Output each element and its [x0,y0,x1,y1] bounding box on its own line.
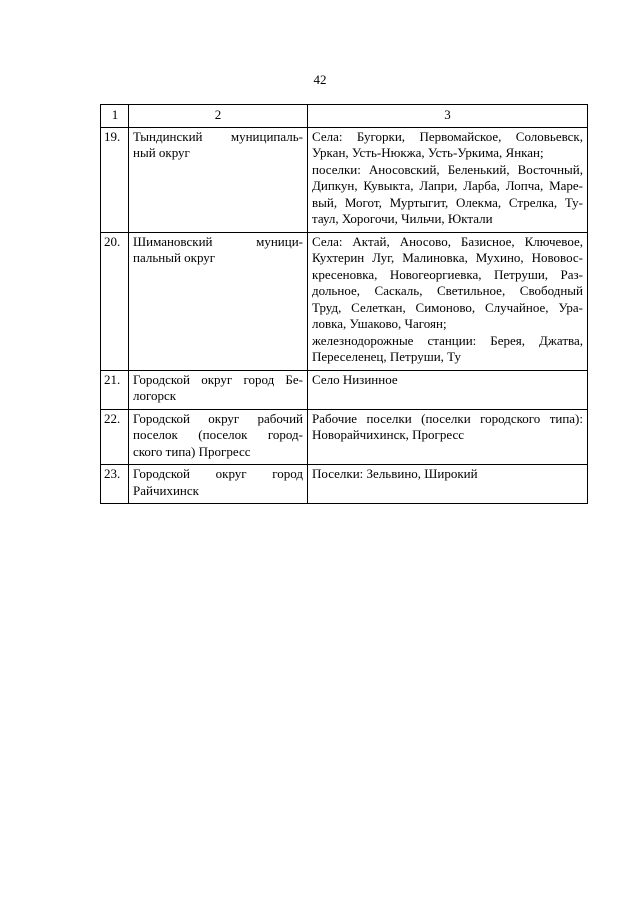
settlements-list [308,409,588,465]
table-header-row [101,105,588,128]
table-row [101,370,588,409]
settlements-line: Рабочие поселки (поселки городского типа): [312,410,583,426]
settlements-line: Село Низинное [312,371,398,387]
municipality-name [129,409,308,465]
row-number: 19. [101,127,129,232]
municipality-name-line: поселок (поселок город- [133,427,303,442]
settlements-line: ловка, Ушаково, Чагоян; [312,316,447,331]
settlements-line: Новорайчихинск, Прогресс [312,427,465,442]
settlements-line: Поселки: Зельвино, Широкий [312,466,478,481]
settlements-line: Села: Бугорки, Первомайское, Соловьевск, [312,128,583,144]
municipality-name-line: Тындинский муниципаль- [133,128,303,144]
table-row [101,232,588,370]
settlements-line: Дипкун, Кувыкта, Лапри, Ларба, Лопча, Маре- [312,178,583,193]
settlements-line: дольное, Саскаль, Светильное, Свободный [312,283,583,298]
settlements-line: Труд, Селеткан, Симоново, Случайное, Ура- [312,299,583,315]
table-body [101,127,588,504]
row-number: 20. [101,232,129,370]
settlements-line: таул, Хорогочи, Чильчи, Юктали [312,211,493,226]
settlements-line: кресеновка, Новогеоргиевка, Петруши, Раз- [312,266,583,282]
table-row [101,465,588,504]
municipality-name-line: Шимановский муници- [133,233,303,249]
municipality-name [129,370,308,409]
municipality-name-line: Райчихинск [133,482,199,498]
settlements-line: Уркан, Усть-Нюкжа, Усть-Уркима, Янкан; [312,145,544,160]
header-col-1: 1 [101,105,129,128]
settlements-line: железнодорожные станции: Берея, Джатва, [312,332,583,348]
municipality-name-line: ского типа) Прогресс [133,443,251,459]
header-col-3: 3 [308,105,588,128]
settlements-line: Переселенец, Петруши, Ту [312,349,461,364]
municipality-name-line: Городской округ город Бе- [133,371,303,387]
row-number: 22. [101,409,129,465]
row-number: 23. [101,465,129,504]
municipality-name [129,127,308,232]
settlements-line: поселки: Аносовский, Беленький, Восточный, [312,161,583,177]
municipality-name-line: логорск [133,388,177,403]
settlements-list [308,127,588,232]
settlements-list [308,465,588,504]
row-number: 21. [101,370,129,409]
settlements-line: Кухтерин Луг, Малиновка, Мухино, Нововос- [312,250,583,265]
table-row [101,409,588,465]
municipality-name-line: пальный округ [133,250,216,265]
settlements-list [308,232,588,370]
header-col-2: 2 [129,105,308,128]
municipality-name [129,465,308,504]
settlements-line: Села: Актай, Аносово, Базисное, Ключевое, [312,233,583,249]
table-row [101,127,588,232]
municipality-name-line: Городской округ рабочий [133,410,303,426]
municipality-name-line: ный округ [133,145,190,160]
settlements-line: вый, Могот, Муртыгит, Олекма, Стрелка, Ту- [312,194,583,210]
municipality-name [129,232,308,370]
settlements-table [100,104,588,504]
page-number: 42 [313,72,327,87]
municipality-name-line: Городской округ город [133,466,303,481]
settlements-list [308,370,588,409]
